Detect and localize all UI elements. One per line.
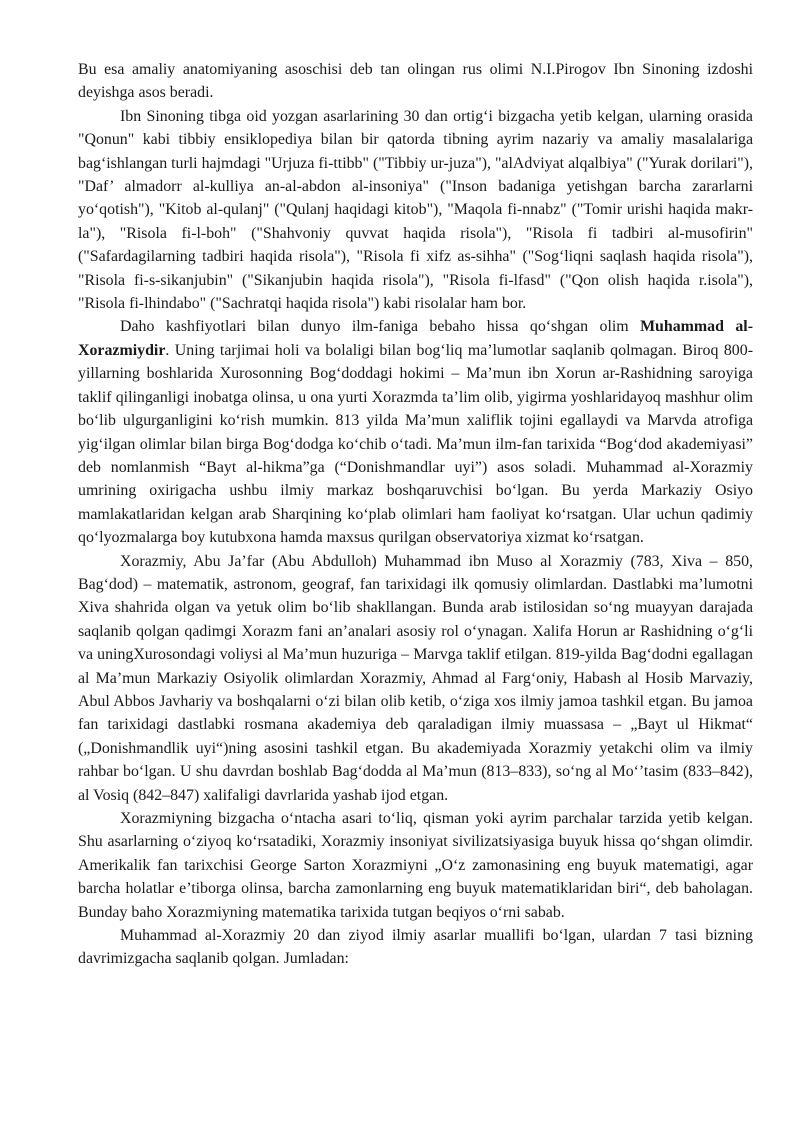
paragraph-xorazmiy-works: Muhammad al-Xorazmiy 20 dan ziyod ilmiy asarlar muallifi bo‘lgan, ulardan 7 tasi bizning davrimizgacha saqlanib qolgan. Jumladan: (78, 927, 753, 968)
paragraph-al-xorazmiy-intro (78, 315, 753, 549)
paragraph-text: . Uning tarjimai holi va bolaligi bilan bog‘liq ma’lumotlar saqlanib qolmagan. Biroq 800-yillarning boshlarida Xurosonning Bog‘doddagi hokimi – Ma’mun ibn Xorun ar-Rashidning saroyiga taklif qilinganligi inobatga olinsa, u ona yurti Xorazmda ta’lim olib, yigirma yoshlaridayoq mashhur olim bo‘lib ulgurganligini ko‘rish mumkin. 813 yilda Ma’mun xaliflik tojini egallaydi va Marvda atrofiga yig‘ilgan olimlar bilan birga Bog‘dodga ko‘chib o‘tadi. Ma’mun ilm-fan tarixida “Bog‘dod akademiyasi” deb nomlanmish “Bayt al-hikma”ga (“Donishmandlar uyi”) asos soladi. Muhammad al-Xorazmiy umrining oxirigacha ushbu ilmiy markaz boshqaruvchisi bo‘lgan. Bu yerda Markaziy Osiyo mamlakatlaridan kelgan arab Sharqining ko‘plab olimlari ham faoliyat ko‘rsatgan. Ular uchun qadimiy qo‘lyozmalarga boy kutubxona hamda maxsus qurilgan observatoriya xizmat ko‘rsatgan. (78, 341, 753, 547)
paragraph-ibn-sino-medical-works: Ibn Sinoning tibga oid yozgan asarlarining 30 dan ortig‘i bizgacha yetib kelgan, ularning orasida "Qonun" kabi tibbiy ensiklopediya bilan bir qatorda tibning ayrim nazariy va amaliy masalalariga bag‘ishlangan turli hajmdagi "Urjuza fi-ttibb" ("Tibbiy ur-juza"), "alAdviyat alqalbiya" ("Yurak dorilari"), "Daf’ almadorr al-kulliya an-al-abdon al-insoniya" ("Inson badaniga yetishgan barcha zararlarni yo‘qotish"), "Kitob al-qulanj" ("Qulanj haqidagi kitob"), "Maqola fi-nnabz" ("Tomir urishi haqida makr-la"), "Risola fi-l-boh" ("Shahvoniy quvvat haqida risola"), "Risola fi tadbiri al-musofirin" ("Safardagilarning tadbiri haqida risola"), "Risola fi xifz as-sihha" ("Sog‘liqni saqlash haqida risola"), "Risola fi-s-sikanjubin" ("Sikanjubin haqida risola"), "Risola fi-lfasd" ("Qon olish haqida r.isola"), "Risola fi-lhindabo" ("Sachratqi haqida risola") kabi risolalar ham bor. (78, 107, 753, 313)
highlighted-name: Muhammad al-Xorazmiydir (78, 318, 753, 359)
paragraph-xorazmiy-biography: Xorazmiy, Abu Ja’far (Abu Abdulloh) Muhammad ibn Muso al Xorazmiy (783, Xiva – 850, Bag‘dod) – matematik, astronom, geograf, fan tarixidagi ilk qomusiy olimlardan. Dastlabki ma’lumotni Xiva shahrida olgan va yetuk olim bo‘lib shakllangan. Bunda arab istilosidan so‘ng muayyan darajada saqlanib qolgan qadimgi Xorazm fani an’analari asosiy rol o‘ynagan. Xalifa Horun ar Rashidning o‘g‘li va uningXurosondagi voliysi al Ma’mun huzuriga – Marvga taklif etilgan. 819-yilda Bag‘dodni egallagan al Ma’mun Markaziy Osiyolik olimlardan Xorazmiy, Ahmad al Farg‘oniy, Habash al Hosib Marvaziy, Abul Abbos Javhariy va boshqalarni o‘zi bilan olib ketib, o‘ziga xos ilmiy jamoa tashkil etgan. Bu jamoa fan tarixidagi dastlabki rosmana akademiya deb qaraladigan ilmiy muassasa – „Bayt ul Hikmat“ („Donishmandlik uyi“)ning asosini tashkil etgan. Bu akademiyada Xorazmiy yetakchi olim va ilmiy rahbar bo‘lgan. U shu davrdan boshlab Bag‘dodda al Ma’mun (813–833), so‘ng al Mo‘’tasim (833–842), al Vosiq (842–847) xalifaligi davrlarida yashab ijod etgan. (78, 552, 753, 804)
paragraph-text: Daho kashfiyotlari bilan dunyo ilm-faniga bebaho hissa qo‘shgan olim (120, 318, 641, 336)
paragraph-pirogov-continuation: Bu esa amaliy anatomiyaning asoschisi deb tan olingan rus olimi N.I.Pirogov Ibn Sinoning izdoshi deyishga asos beradi. (78, 61, 753, 102)
paragraph-xorazmiy-legacy: Xorazmiyning bizgacha o‘ntacha asari to‘liq, qisman yoki ayrim parchalar tarzida yetib kelgan. Shu asarlarning o‘ziyoq ko‘rsatadiki, Xorazmiy insoniyat sivilizatsiyasiga buyuk hissa qo‘shgan olimdir. Amerikalik fan tarixchisi George Sarton Xorazmiyni „O‘z zamonasining eng buyuk matematigi, agar barcha holatlar e’tiborga olinsa, barcha zamonlarning eng buyuk matematiklaridan biri“, deb baholagan. Bunday baho Xorazmiyning matematika tarixida tutgan beqiyos o‘rni sabab. (78, 810, 753, 921)
